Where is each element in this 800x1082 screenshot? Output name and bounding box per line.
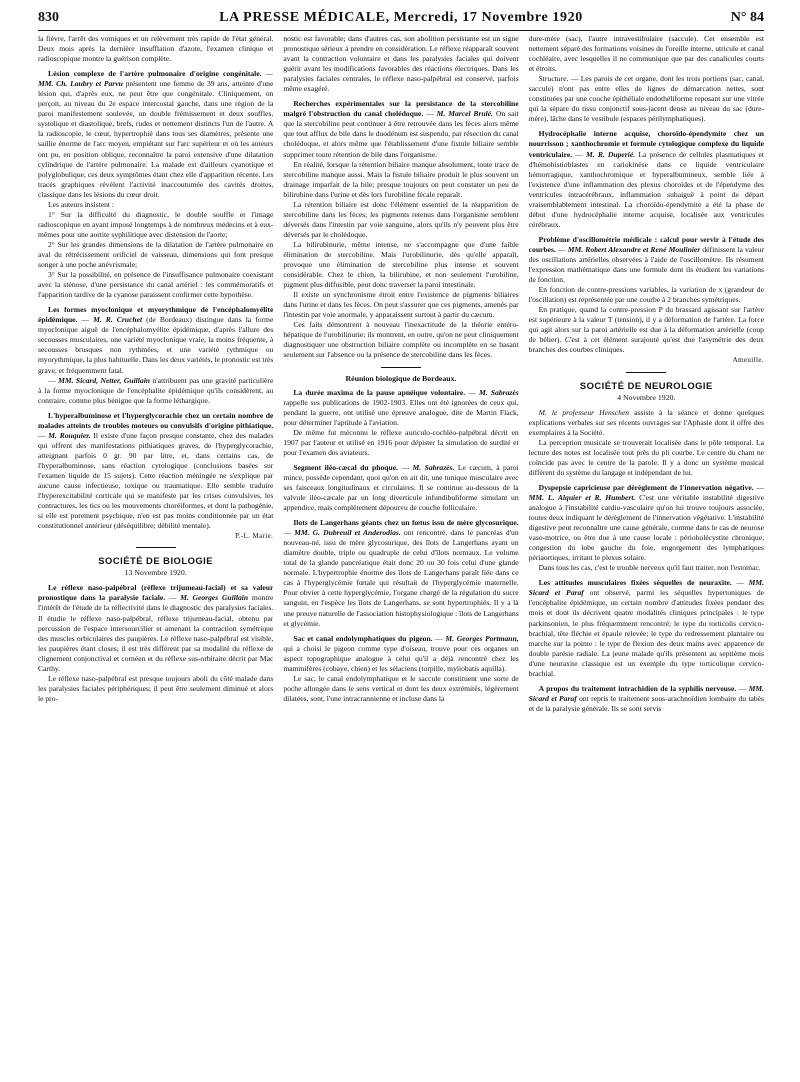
issue-number: N° 84	[730, 10, 764, 25]
article-title: Problème d'oscillométrie médicale : calcul pour servir à l'étude des courbes.	[528, 234, 764, 254]
article-title: Hydrocéphalie interne acquise, choroïdo-épendymite chez un nourrisson ; xanthochromie et formule cytologique complexe du liquide ventriculaire.	[528, 129, 764, 159]
divider	[381, 367, 421, 368]
article-title: Segment iléo-cæcal du phoque.	[293, 462, 399, 472]
article-authors: MM. Robert Alexandre et René Moulinier	[567, 244, 701, 254]
article-authors: MM. L. Alquier et R. Humbert.	[528, 492, 636, 502]
page-number: 830	[38, 10, 59, 25]
article-text: qui a choisi le pigeon comme type d'oiseau, trouve pour ces organes un aspect topographique analogue à celui qu'il a déjà rencontré chez les mammifères (cobaye, chien) et les sélaciens (torpille, myliobatis aquilla).	[283, 643, 519, 673]
subsection-title: Réunion biologique de Bordeaux.	[345, 373, 457, 383]
article-title: Sac et canal endolymphatiques du pigeon.	[293, 633, 433, 643]
article-text: Il existe d'une façon presque constante, chez des malades qui offrent des manifestations pithiatiques graves, de l'hyperglycorachie, atteignant parfois 0 gr. 90 par litre, et, dans certains cas, de l'hyperalbuminose, sans réaction cytologique (conclusions basées sur l'examen liquide de 15 sujets). Cette réaction méningée ne s'explique par aucune cause infectieuse, toxique ou traumatique. Elle semble traduire l'hyperexcitabilité corticale qui se manifeste par les crises convulsives, les contractures, les tics ou les mouvements choréiformes, et dont la pathogénie, si elle est purement psychique, n'en est pas moins conditionnée par un état constitutionnel antérieur (déséquilibre; débilité mentale).	[38, 430, 274, 531]
article-authors: M. Georges Guillain	[180, 593, 249, 603]
article-authors: MM. Sicard et Paraf	[528, 578, 764, 598]
column-3	[529, 34, 764, 1074]
article-title: Lésion complexe de l'artère pulmonaire d'origine congénitale.	[48, 69, 262, 79]
article-ilots-langerhans: Ilots de Langerhans géants chez un fœtus issu de mère glycosurique. — MM. G. Dubreuil et Anderodias. ont rencontré, dans le pancréas d'un nouveau-né, issu de mère glycosurique, des îlots de Langerhans ayant un diamètre double, triple ou quadruple de celui d'îlots normaux. Le volume total de la glande pancréatique était donc 20 ou 30 fois celui d'une glande normale. L'hypertrophie énorme des îlots de Langerhans paraît liée dans ce cas à l'hyperglycémie fœtale qui résultait de l'hyperglycémie maternelle. Pour obvier à cette hyperglycémie, l'organe chargé de la régulation du sucre sanguin, en l'espèce les îlots de Langerhans, se sont hypertrophiés. Il y a là une preuve naturelle de l'association histophysiologique : îlots de Langerhans et glycémie.	[283, 518, 519, 628]
list-item: 3° Sur la possibilité, en présence de l'insuffisance pulmonaire coexistant avec la sténose, d'une persistance du canal artériel : les commémoratifs et l'apparition tardive de la cyanose paraissent confirmer cette hypothèse.	[38, 270, 274, 300]
article-pause-apneique: La durée maxima de la pause apnéique volontaire. — M. Sabrazès rappelle ses publications de 1902-1903. Elles ont été ignorées de ceux qui, pendant la guerre, ont utilisé une épreuve analogue, dite de Martin Flack, pour déterminer l'aptitude à l'aviation.	[283, 387, 519, 427]
paragraph: Le réflexe naso-palpébral est presque toujours aboli du côté malade dans les paralysies faciales périphériques; il peut être seulement diminué et alors le pro-	[38, 673, 274, 703]
paragraph: Ces faits démontrent à nouveau l'inexactitude de la théorie entéro-hépatique de l'urobilinurie; ils montrent, en outre, qu'on ne peut cliniquement diagnostiquer une obstruction biliaire complète ou incomplète en se basant seulement sur l'absence ou la présence de stercobiline dans les fèces.	[283, 320, 519, 360]
article-authors: M. Sabrazès	[479, 387, 519, 397]
paragraph: dure-mère (sac), l'autre intravestibulaire (saccule). Cet ensemble est nettement séparé des formations voisines de l'oreille interne, utricule et canal cochléaire, avec lesquelles il ne communique que par des canalicules courts et étroits.	[528, 34, 764, 74]
signature: P.-L. Marie.	[235, 532, 274, 541]
article-authors: M. R. Cruchet	[93, 315, 143, 325]
paragraph: En réalité, lorsque la rétention biliaire manque absolument, toute trace de stercobiline manque aussi. Mais la fistule biliaire produit le plus souvent un drainage imparfait de la bile; presque toujours on peut constater un peu de bilirubine dans l'urine et dès lors l'urobiline fécale reparaît.	[283, 159, 519, 199]
article-text: ont observé, parmi les séquelles hypertoniques de l'encéphalite épidémique, un certain nombre d'attitudes fixées pendant des mois et dont ils décrivent quatre modalités cliniques principales : le type parkinsonien, le plus fréquemment rencontré; le type du torticolis cervico-brachial, tête fléchie et épaule relevée; le type du redressement plantaire ou marche sur la pointe : le type de flexion des deux mains avec apparence de double parésie radiale. La jeune malade qu'ils présentent au septième mois d'une neuraxite classique est un exemple du type torticolique cervico-brachial.	[528, 588, 764, 678]
signature: Ameuille.	[732, 356, 764, 365]
article-text: C'est une véritable instabilité digestive analogue à l'instabilité cardio-vasculaire qu'on lui trouve toujours associée, toutes deux indiquant le dérèglement de l'innervation végétative. L'instabilité digestive peut reconnaître une cause générale, comme dans le cas de neurose vaso-motrice, ou être due à une cause locale : périoholécystite chronique, congestion du lobe gauche du foie, engorgement des lymphatiques périaortiques, irritant le plexus solaire.	[528, 492, 764, 563]
paragraph: La bilirubinurie, même intense, ne s'accompagne que d'une faible élimination de stercobiline. Mais l'urobilinurie, dès qu'elle apparaît, provoque une élimination de stercobiline plus intense et souvent considérable. Chez le chien, la bilirubine, et non seulement l'urobiline, pigment plus diffusible, peut donc traverser la paroi intestinale.	[283, 239, 519, 290]
article-authors: M. Sabrazès.	[412, 462, 455, 472]
article-title: La durée maxima de la pause apnéique volontaire.	[293, 387, 466, 397]
article-authors: MM. Sicard, Netter, Guillain	[58, 375, 151, 385]
paragraph	[529, 74, 764, 124]
paragraph: — MM. Sicard, Netter, Guillain n'attribuent pas une gravité particulière à la forme myoclonique de l'encéphalite épidémique qu'ils considèrent, au contraire, comme plus bénigne que la forme léthargique.	[38, 375, 274, 405]
article-authors: M. Marcel Brulé.	[436, 109, 494, 119]
article-authors: M. Rouquier.	[48, 430, 91, 440]
article-reflexe-naso-palpebral: Le réflexe naso-palpébral (réflexe trijumeau-facial) et sa valeur pronostique dans la paralysie faciale. — M. Georges Guillain montre l'intérêt de l'étude de la réflectivité dans le diagnostic des paralysies faciales. Il étudie le réflexe naso-palpébral, réflexe trijumeau-facial, obtenu par percussion de l'espace intersourcilier et amenant la contraction symétrique des muscles orbiculaires des paupières. Le réflexe naso-palpébral est visible, les paupières étant closes; il est très différent par sa modalité du réflexe de clignement conjonctival et cornéen et du réflexe sus-orbitaire décrit par Mac Carthy.	[38, 583, 274, 673]
article-hyperalbuminose: L'hyperalbuminose et l'hyperglycorachie chez un certain nombre de malades atteints de troubles moteurs ou convulsifs d'origine pithiatique. — M. Rouquier. Il existe d'une façon presque constante, chez des malades qui offrent des manifestations pithiatiques graves, de l'hyperglycorachie, atteignant parfois 0 gr. 90 par litre, et, dans certains cas, de l'hyperalbuminose, sans réaction cytologique (conclusions basées sur l'examen liquide de 15 sujets). Cette réaction méningée ne s'explique par aucune cause infectieuse, toxique ou traumatique. Elle semble traduire l'hyperexcitabilité corticale qui se manifeste par les crises convulsives, les contractures, les tics ou les mouvements choréiformes, et dont la pathogénie, si elle est purement psychique, n'en est pas moins conditionnée par un état constitutionnel antérieur (déséquilibre; débilité mentale).	[38, 410, 274, 531]
article-text: ont rencontré, dans le pancréas d'un nouveau-né, issu de mère glycosurique, des îlots de Langerhans ayant un diamètre double, triple ou quadruple de celui d'îlots normaux. Le volume total de la glande pancréatique était donc 20 ou 30 fois celui d'une glande normale. L'hypertrophie énorme des îlots de Langerhans paraît liée dans ce cas à l'hyperglycémie fœtale qui résultait de l'hyperglycémie maternelle. Pour obvier à cette hyperglycémie, l'organe chargé de la régulation du sucre sanguin, en l'espèce les îlots de Langerhans, se sont hypertrophiés. Il y a là une preuve naturelle de l'association histophysiologique : îlots de Langerhans et glycémie.	[283, 528, 519, 628]
journal-title: LA PRESSE MÉDICALE, Mercredi, 17 Novembre 1920	[219, 10, 583, 25]
article-text: rappelle ses publications de 1902-1903. Elles ont été ignorées de ceux qui, pendant la guerre, ont utilisé une épreuve analogue, dite de Martin Flack, pour déterminer l'aptitude à l'aviation.	[283, 397, 519, 427]
paragraph: nostic est favorable; dans d'autres cas, son abolition persistante est un signe pronostique sérieux à prendre en considération. Le réflexe réapparaît souvent avant la contraction volontaire et dans les paralysies faciales qui doivent guérir avant les modifications favorables des réactions électriques. Dans les paralysies faciales centrales, le réflexe naso-palpébral est conservé, parfois même exagéré.	[283, 34, 519, 94]
paragraph: Dans tous les cas, c'est le trouble nerveux qu'il faut traiter, non l'estomac.	[538, 563, 761, 573]
article-authors: MM. Ch. Laubry et Parvu	[38, 79, 123, 89]
list-item: 1° Sur la difficulté du diagnostic, le double souffle et l'image radioscopique en ayant imposé longtemps à de nombreux médecins et à eux-mêmes pour une aortite syphilitique avec distension de l'aorte;	[38, 209, 274, 239]
section-title: SOCIÉTÉ DE NEUROLOGIE	[579, 379, 713, 391]
article-oscillometrie: Problème d'oscillométrie médicale : calcul pour servir à l'étude des courbes. — MM. Robert Alexandre et René Moulinier définissent la valeur des oscillations artérielles observées à l'aide de l'oscillomètre. Ils résument l'expression mathématique dans une formule dont ils étudient les variations de fonction.	[528, 234, 764, 285]
article-formes-myocloniques: Les formes myoclonique et myorythmique de l'encéphalomyélite épidémique. — M. R. Cruchet (de Bordeaux) distingue dans la forme myoclonique aiguë de l'encéphalomyélite épidémique, d'après l'allure des secousses musculaires, une variété myoclonique vraie, la moins fréquente, à secousses brusques non rythmées, et une variété rythmique ou myorythmique, la plus habituelle. Dans les deux variétés, le pronostic est très grave, et fréquemment fatal.	[38, 305, 274, 375]
article-segment-ileo-caecal: Segment iléo-cæcal du phoque. — M. Sabrazès. Le cæcum, à paroi mince, possède cependant, quoi qu'on en ait dit, une tunique musculaire avec ses faisceaux longitudinaux et circulaires. Il se continue au-dessous de la valvule iléo-cæcale par un long diverticule infundibuliforme simulant un appendice, mais complètement dépourvu de couche folliculaire.	[283, 462, 519, 513]
article-text: assiste à la séance et donne quelques explications verbales sur ses récents ouvrages sur l'Aphasie dont il offre des exemplaires à la Société.	[528, 407, 764, 437]
article-text: On sait que la stercobiline peut continuer à être retrouvée dans les fèces alors même que tout afflux de bile dans le duodénum est suspendu, par résection du canal cholédoque, et alors même que l'établissement d'une fistule biliaire semble supprimer toute rétention de bile dans l'organisme.	[283, 109, 519, 159]
paragraph: Il existe un synchronisme étroit entre l'existence de pigments biliaires dans l'urine et dans les fèces. On peut s'assurer que ces pigments, amenés par l'intestin par voie anormale, y apparaissent surtout à partir du cæcum.	[283, 290, 519, 320]
list-item: 2° Sur les grandes dimensions de la dilatation de l'artère pulmonaire en aval du rétrécissement orificiel de vaisseau, dimensions qui font presque songer à une poche anévrismale;	[38, 239, 274, 270]
paragraph: En fonction de contre-pressions variables, la variation de x (grandeur de l'oscillation) est représentée par une courbe à 2 branches symétriques.	[528, 285, 764, 305]
article-sac-endolymphatique: Sac et canal endolymphatiques du pigeon. — M. Georges Portmann, qui a choisi le pigeon comme type d'oiseau, trouve pour ces organes un aspect topographique analogue à celui qu'il a déjà rencontré chez les mammifères (cobaye, chien) et les sélaciens (torpille, myliobatis aquilla).	[283, 633, 519, 673]
paragraph: Le sac, le canal endolymphatique et le saccule constituent une sorte de poche allongée dans le sens vertical et dont les deux extrémités, légèrement dilatées, sont, l'une intracrannienne et incluse dans la	[283, 673, 519, 703]
paragraph: Les auteurs insistent :	[48, 199, 115, 209]
article-text: ont repris le traitement sous-arachnoïdien lombaire du tabès et de la paralysie générale. Ils se sont servis	[528, 693, 764, 713]
article-title: Ilots de Langerhans géants chez un fœtus issu de mère glycosurique.	[293, 518, 519, 528]
article-attitudes-musculaires: Les attitudes musculaires fixées séquelles de neuraxite. — MM. Sicard et Paraf ont observé, parmi les séquelles hypertoniques de l'encéphalite épidémique, un certain nombre d'attitudes fixées pendant des mois et dont ils décrivent quatre modalités cliniques principales : le type parkinsonien, le plus fréquemment rencontré; le type du torticolis cervico-brachial, tête fléchie et épaule relevée; le type du redressement plantaire ou marche sur la pointe : le type de flexion des deux mains avec apparence de double parésie radiale. La jeune malade qu'ils présentent au septième mois d'une neuraxite classique est un exemple du type torticolique cervico-brachial.	[528, 578, 764, 678]
article-text: La présence de cellules plasmatiques et d'hémohistioblastes en cariokinèse dans ce liquide ventriculaire hémorragique, xanthochromique et hyperalbumineux, semble liée à l'existence d'une inflammation des plexus choroïdes et de l'épendyme des ventricules intracérébraux, inflammation subaiguë à point de départ vraisemblablement intestinal. La choroïdo-épendymite a été la phase de début d'une hydrocéphalie interne acquise, localisée aux ventricules cérébraux.	[528, 149, 764, 229]
article-hydrocephalie: Hydrocéphalie interne acquise, choroïdo-épendymite chez un nourrisson ; xanthochromie et formule cytologique complexe du liquide ventriculaire. — M. R. Duperié. La présence de cellules plasmatiques et d'hémohistioblastes en cariokinèse dans ce liquide ventriculaire hémorragique, xanthochromique et hyperalbumineux, semble liée à l'existence d'une inflammation des plexus choroïdes et de l'épendyme des ventricules intracérébraux, inflammation subaiguë à point de départ vraisemblablement intestinal. La choroïdo-épendymite a été la phase de début d'une hydrocéphalie interne acquise, localisée aux ventricules cérébraux.	[528, 129, 764, 229]
article-text: (de Bordeaux) distingue dans la forme myoclonique aiguë de l'encéphalomyélite épidémique, d'après l'allure des secousses musculaires, une variété myoclonique vraie, la moins fréquente, à secousses brusques non rythmées, et une variété rythmique ou myorythmique, la plus habituelle. Dans les deux variétés, le pronostic est très grave, et fréquemment fatal.	[38, 315, 274, 375]
column-2	[283, 34, 518, 1074]
paragraph: De même fut méconnu le réflexe auriculo-cochléo-palpébral décrit en 1907 par l'auteur et utilisé en 1916 pour dépister la simulation de surdité et pour l'examen des aviateurs.	[283, 427, 519, 457]
article-text: n'attribuent pas une gravité particulière à la forme myoclonique de l'encéphalite épidémique qu'ils considèrent, au contraire, comme plus bénigne que la forme léthargique.	[38, 375, 274, 405]
article-title: Les formes myoclonique et myorythmique de l'encéphalomyélite épidémique.	[38, 305, 274, 325]
article-text: définissent la valeur des oscillations artérielles observées à l'aide de l'oscillomètre. Ils résument l'expression mathématique dans une formule dont ils étudient les variations de fonction.	[528, 244, 764, 285]
article-authors: M. le professeur Henschen	[538, 407, 630, 417]
article-authors: MM. G. Dubreuil et Anderodias.	[294, 528, 401, 538]
article-title: A propos du traitement intrachidien de la syphilis nerveuse.	[538, 683, 737, 693]
article-dyspepsie: Dyspepsie capricieuse par dérèglement de l'innervation négative. — MM. L. Alquier et R. Humbert. C'est une véritable instabilité digestive analogue à l'instabilité cardio-vasculaire qu'on lui trouve toujours associée, toutes deux indiquant le dérèglement de l'innervation végétative. L'instabilité digestive peut reconnaître une cause générale, comme dans le cas de neurose vaso-motrice, ou être due à une cause locale : périoholécystite chronique, congestion du lobe gauche du foie, engorgement des lymphatiques périaortiques, irritant le plexus solaire.	[528, 482, 764, 563]
article-stercobiline: Recherches expérimentales sur la persistance de la stercobiline malgré l'obstruction du canal cholédoque. — M. Marcel Brulé. On sait que la stercobiline peut continuer à être retrouvée dans les fèces alors même que tout afflux de bile dans le duodénum est suspendu, par résection du canal cholédoque, et alors même que l'établissement d'une fistule biliaire semble supprimer toute rétention de bile dans l'organisme.	[283, 99, 519, 159]
label: Structure.	[538, 74, 569, 84]
paragraph: En pratique, quand la contre-pression P du brassard agissant sur l'artère est supérieure à la valeur T (tension), il y a déformation de l'artère. La force qui agit alors sur la paroi artérielle est due à la déformation artérielle (coup de bélier). C'est à cet élément surajouté qu'est due l'asymétrie des deux branches des courbes cliniques.	[528, 305, 764, 355]
columns	[38, 34, 764, 1074]
paragraph: La rétention biliaire est donc l'élément essentiel de la réapparition de stercobiline dans les fèces; les pigments retenus dans l'organisme semblent déversés dans l'intestin par voie sanguine, alors qu'ils n'y peuvent plus être déversés par le cholédoque.	[283, 199, 519, 239]
page-header	[38, 6, 764, 31]
article-authors: M. Georges Portmann,	[445, 633, 519, 643]
article-text: présentent une femme de 39 ans, atteinte d'une lésion qui, d'après eux, ne peut être que congénitale. Cliniquement, on perçoit, au niveau du 2e espace intercostal gauche, dans une région de la paroi manifestement soulevée, un double frémissement et deux souffles, systolique et diastolique, brefs, rudes et nettement distincts l'un de l'autre. A la radioscopie, le cœur, hypertrophié dans tous ses diamètres, présente une saillie énorme de l'arc moyen, empiétant sur l'arc supérieur et où les auteurs ont pu, en position oblique, reconnaître la paroi extensive d'une dilatation cylindrique de l'artère pulmonaire. La malade est d'ailleurs cyanotique et polyglobulique, ces deux symptômes étant chez elle d'apparition récente. Les tracés graphiques révèlent l'activité inaccoutumée des cavités droites, classique dans les lésions du cœur droit.	[38, 79, 274, 199]
article-title: Dyspepsie capricieuse par dérèglement de l'innervation négative.	[538, 482, 754, 492]
article-authors: M. R. Duperié.	[586, 149, 636, 159]
article-title: Les attitudes musculaires fixées séquelles de neuraxite.	[538, 578, 732, 588]
article-title: Le réflexe naso-palpébral (réflexe trijumeau-facial) et sa valeur pronostique dans la paralysie faciale.	[38, 583, 274, 603]
article-traitement-intrarachidien: A propos du traitement intrachidien de la syphilis nerveuse. — MM. Sicard et Paraf ont repris le traitement sous-arachnoïdien lombaire du tabès et de la paralysie générale. Ils se sont servis	[528, 683, 764, 713]
article-title: L'hyperalbuminose et l'hyperglycorachie chez un certain nombre de malades atteints de troubles moteurs ou convulsifs d'origine pithiatique.	[38, 410, 274, 430]
article-text: — Les parois de cet organe, dont les trois portions (sac, canal, saccule) n'ont pas entre elles de lignes de démarcation nettes, sont constituées par une couche épithéliale endothéliforme reposant sur une vitrée qui la sépare du tissu conjonctif sous-jacent dense au niveau du sac (dure-mère), lâche dans le vestibule (espaces périlymphatiques).	[528, 74, 764, 124]
column-1	[38, 34, 273, 1074]
section-date: 4 Novembre 1920.	[617, 392, 676, 402]
paragraph: la fièvre, l'arrêt des vomiques et un relèvement très rapide de l'état général. Deux mois après la dernière insufflation d'azote, l'examen clinique et radioscopique montre la guérison complète.	[38, 34, 274, 64]
article-authors: MM. Sicard et Paraf	[528, 683, 764, 703]
section-title: SOCIÉTÉ DE BIOLOGIE	[98, 555, 214, 567]
section-date: 13 Novembre 1920.	[124, 568, 187, 578]
divider	[626, 372, 666, 373]
article-text: montre l'intérêt de l'étude de la réflectivité dans le diagnostic des paralysies faciales. Il étudie le réflexe naso-palpébral, réflexe trijumeau-facial, obtenu par percussion de l'espace intersourcilier et amenant la contraction symétrique des muscles orbiculaires des paupières. Le réflexe naso-palpébral est visible, les paupières étant closes; il est très différent par sa modalité du réflexe de clignement conjonctival et cornéen et du réflexe sus-orbitaire décrit par Mac Carthy.	[38, 593, 274, 673]
article-lesion-pulmonaire: Lésion complexe de l'artère pulmonaire d'origine congénitale. — MM. Ch. Laubry et Parvu présentent une femme de 39 ans, atteinte d'une lésion qui, d'après eux, ne peut être que congénitale. Cliniquement, on perçoit, au niveau du 2e espace intercostal gauche, dans une région de la paroi manifestement soulevée, un double frémissement et deux souffles, systolique et diastolique, brefs, rudes et nettement distincts l'un de l'autre. A la radioscopie, le cœur, hypertrophié dans tous ses diamètres, présente une saillie énorme de l'arc moyen, empiétant sur l'arc supérieur et où les auteurs ont pu, en position oblique, reconnaître la paroi extensive d'une dilatation cylindrique de l'artère pulmonaire. La malade est d'ailleurs cyanotique et polyglobulique, ces deux symptômes étant chez elle d'apparition récente. Les tracés graphiques révèlent l'activité inaccoutumée des cavités droites, classique dans les lésions du cœur droit.	[38, 69, 274, 199]
article-title: Recherches expérimentales sur la persistance de la stercobiline malgré l'obstruction du canal cholédoque.	[283, 99, 519, 119]
article-text: Le cæcum, à paroi mince, possède cependant, quoi qu'on en ait dit, une tunique musculaire avec ses faisceaux longitudinaux et circulaires. Il se continue au-dessous de la valvule iléo-cæcale par un long diverticule infundibuliforme simulant un appendice, mais complètement dépourvu de couche folliculaire.	[283, 462, 519, 513]
paragraph: La perception musicale se trouverait localisée dans le pôle temporal. La lecture des notes est localisée tout près du pli courbe. Le centre du chant ne coïncide pas avec le centre de la parole. Il y a donc un système musical différent du système du langage et indépendant de lui.	[528, 437, 764, 477]
paragraph	[529, 408, 764, 438]
divider	[136, 547, 176, 548]
